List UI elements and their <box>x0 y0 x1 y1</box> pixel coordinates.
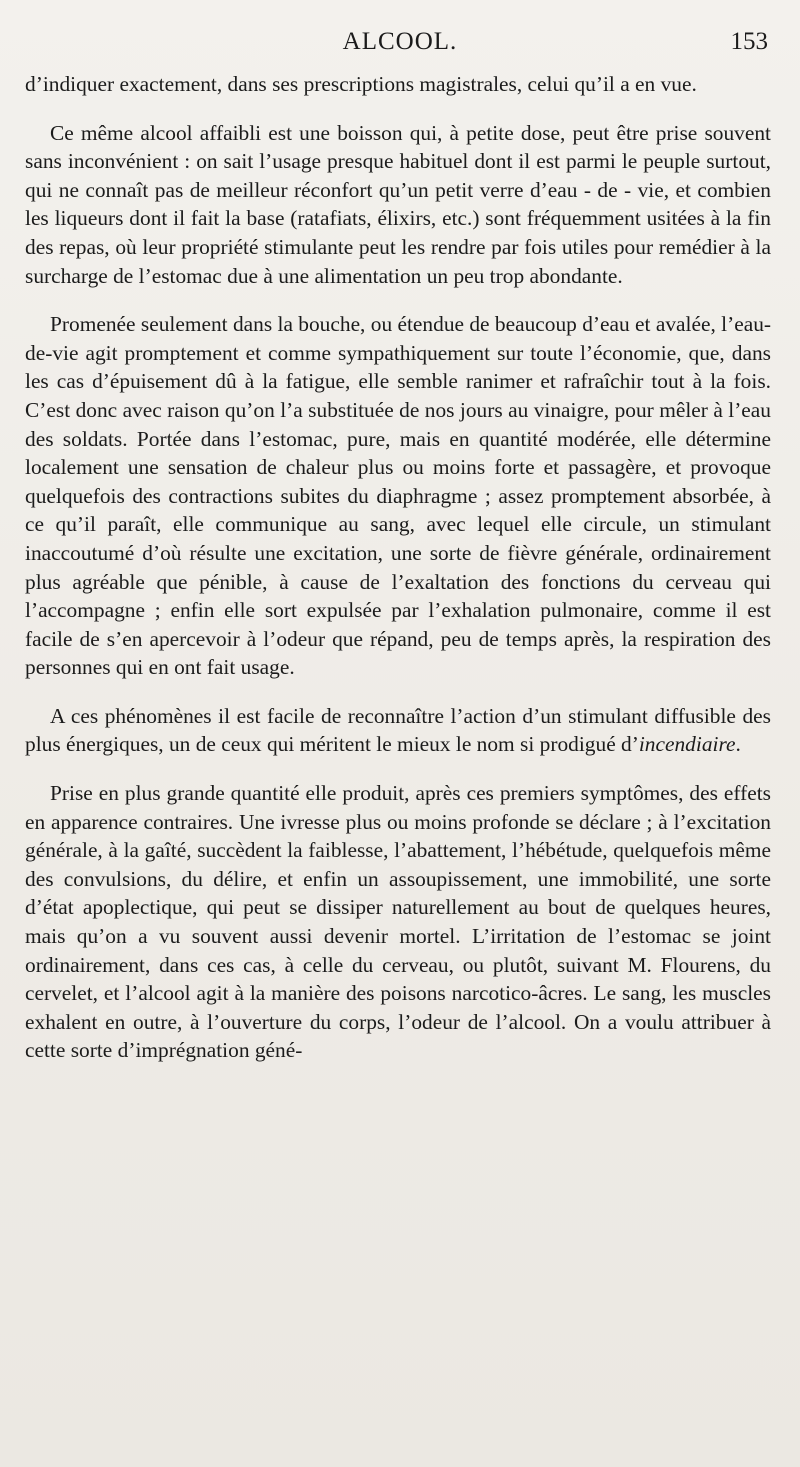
paragraph-phenomenes-end: . <box>735 732 741 757</box>
page-number: 153 <box>730 28 768 55</box>
paragraph-phenomenes <box>25 702 771 759</box>
paragraph-prise: Prise en plus grande quantité elle produit, après ces premiers symptômes, des effets en apparence contraires. Une ivresse plus ou moins profonde se déclare ; à l’excitation générale, à la gaîté, succèdent la faiblesse, l’abattement, l’hébétude, quelquefois même des convulsions, du délire, et enfin un assoupissement, une immobilité, une sorte d’état apoplectique, qui peut se dissiper naturellement au bout de quelques heures, mais qu’on a vu souvent aussi devenir mortel. L’irritation de l’estomac se joint ordinairement, dans ces cas, à celle du cerveau, ou plutôt, suivant M. Flourens, du cervelet, et l’alcool agit à la manière des poisons narcotico-âcres. Le sang, les muscles exhalent en outre, à l’ouverture du corps, l’odeur de l’alcool. On a voulu attribuer à cette sorte d’imprégnation géné- <box>25 781 771 1063</box>
running-header <box>0 28 800 64</box>
paragraph-boisson: Ce même alcool affaibli est une boisson qui, à petite dose, peut être prise souvent sans inconvénient : on sait l’usage presque habituel dont il est parmi le peuple surtout, qui ne connaît pas de meilleur réconfort qu’un petit verre d’eau - de - vie, et combien les liqueurs dont il fait la base (ratafiats, élixirs, etc.) sont fréquemment usitées à la fin des repas, où leur propriété stimulante peut les rendre par fois utiles pour remédier à la surcharge de l’estomac due à une alimentation un peu trop abondante. <box>25 120 771 288</box>
page-title: ALCOOL. <box>342 28 458 55</box>
body-text <box>25 70 771 1085</box>
paragraph-promenee: Promenée seulement dans la bouche, ou étendue de beaucoup d’eau et avalée, l’eau-de-vie agit promptement et comme sympathiquement sur toute l’économie, que, dans les cas d’épuisement dû à la fatigue, elle semble ranimer et rafraîchir tout à la fois. C’est donc avec raison qu’on l’a substituée de nos jours au vinaigre, pour mêler à l’eau des soldats. Portée dans l’estomac, pure, mais en quantité modérée, elle détermine localement une sensation de chaleur plus ou moins forte et passagère, et provoque quelquefois des contractions subites du diaphragme ; assez promptement absorbée, à ce qu’il paraît, elle communique au sang, avec lequel elle circule, un stimulant inaccoutumé d’où résulte une excitation, une sorte de fièvre générale, ordinairement plus agréable que pénible, à cause de l’exaltation des fonctions du cerveau qui l’accompagne ; enfin elle sort expulsée par l’exhalation pulmonaire, comme il est facile de s’en apercevoir à l’odeur que répand, peu de temps après, la respiration des personnes qui en ont fait usage. <box>25 312 772 680</box>
paragraph-phenomenes-text: A ces phénomènes il est facile de reconnaître l’action d’un stimulant diffusible des plus énergiques, un de ceux qui méritent le mieux le nom si prodigué d’ <box>25 703 771 757</box>
paragraph-continued: d’indiquer exactement, dans ses prescriptions magistrales, celui qu’il a en vue. <box>25 72 697 96</box>
italic-term: incendiaire <box>638 732 736 757</box>
